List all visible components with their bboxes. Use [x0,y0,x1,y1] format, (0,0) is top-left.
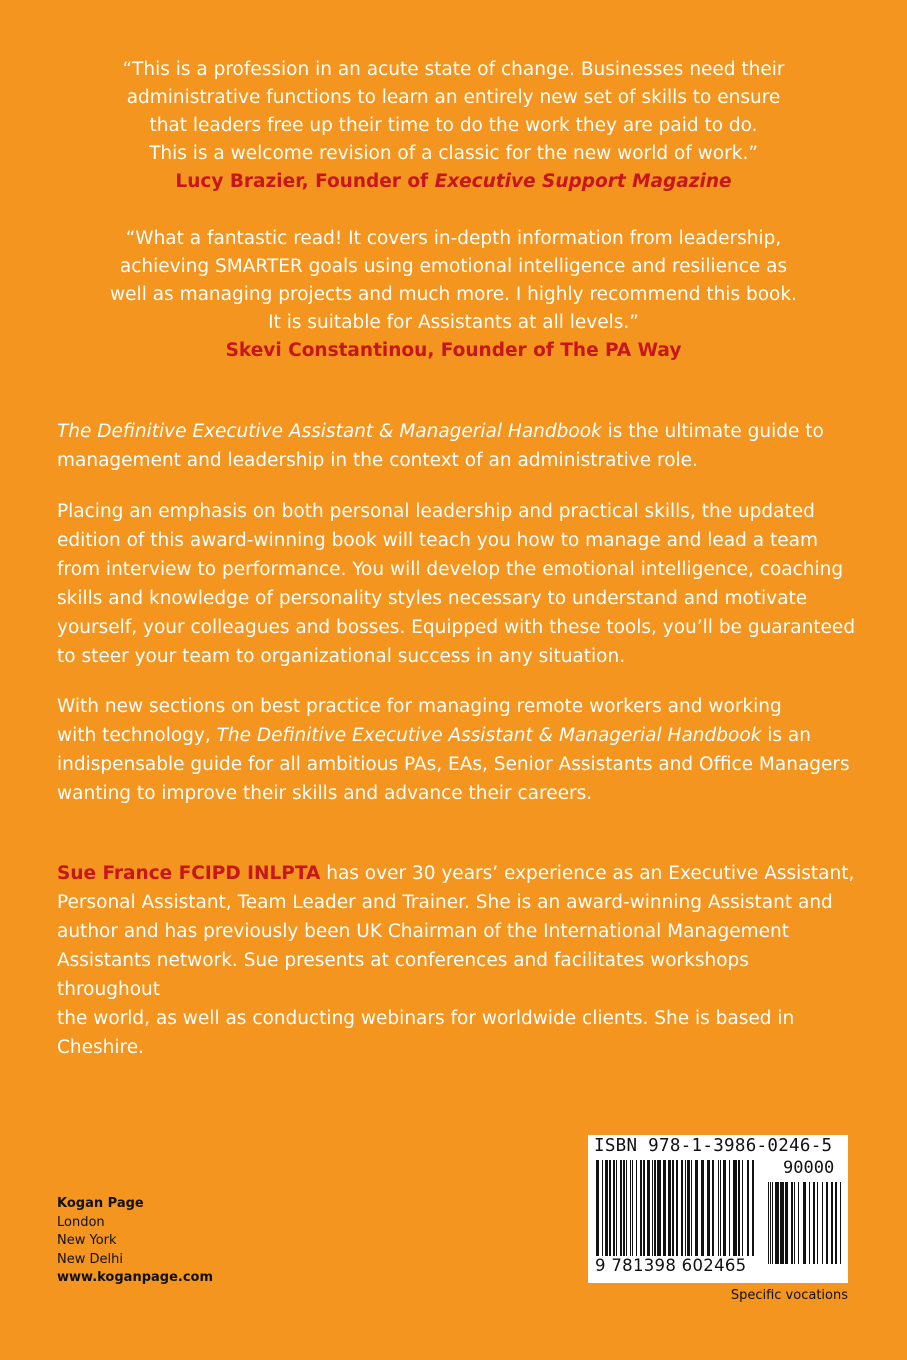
quote-2-line-4: It is suitable for Assistants at all levels.” [268,312,639,333]
bio-line-1 [57,859,857,888]
quote-1-attribution-name: Lucy Brazier, Founder of [175,171,435,192]
para-2-line-2: edition of this award-winning book will teach you how to manage and lead a team [57,530,818,551]
quote-1-line-2: administrative functions to learn an entirely new set of skills to ensure [126,87,781,108]
publisher-city-london: London [57,1214,105,1230]
para-3-line-4: wanting to improve their skills and advance their careers. [57,783,593,804]
barcode-bars [596,1160,844,1264]
para-3-line-2-pre: with technology, [57,725,217,746]
price-addon-label: 90000 [783,1158,835,1178]
quote-1-line-1: “This is a profession in an acute state of change. Businesses need their [122,59,785,80]
ean-number: 9 781398 602465 [595,1256,747,1275]
book-title: The Definitive Executive Assistant & Managerial Handbook [57,421,602,442]
publisher-name: Kogan Page [57,1196,144,1211]
author-name: Sue France FCIPD INLPTA [57,863,321,884]
publisher-info [57,1195,213,1288]
quote-2-line-2: achieving SMARTER goals using emotional intelligence and resilience as [119,256,788,277]
bio-line-5: the world, as well as conducting webinars for worldwide clients. She is based in Cheshire. [57,1008,795,1058]
quote-2-line-3: well as managing projects and much more. I highly recommend this book. [110,284,797,305]
bio-line-4: Assistants network. Sue presents at conferences and facilitates workshops throughout [57,950,749,1000]
book-title-2: The Definitive Executive Assistant & Managerial Handbook [216,725,762,746]
para-2-line-4: skills and knowledge of personality styles necessary to understand and motivate [57,588,808,609]
para-3-line-2 [57,721,857,750]
description-paragraph-2 [57,497,857,671]
para-2-line-5: yourself, your colleagues and bosses. Equipped with these tools, you’ll be guaranteed [57,617,856,638]
para-1-line-2: management and leadership in the context of an administrative role. [57,450,698,471]
description-paragraph-1 [57,417,857,475]
quote-2-line-1: “What a fantastic read! It covers in-depth information from leadership, [125,228,782,249]
para-3-line-3: indispensable guide for all ambitious PAs, EAs, Senior Assistants and Office Managers [57,754,850,775]
description-paragraph-3 [57,692,857,808]
para-2-line-1: Placing an emphasis on both personal leadership and practical skills, the updated [57,501,815,522]
para-1-line-1 [57,417,857,446]
bio-line-1-rest: has over 30 years’ experience as an Executive Assistant, [320,863,855,884]
publisher-city-new-delhi: New Delhi [57,1251,123,1267]
quote-1-attribution-publication: Executive Support Magazine [434,171,732,192]
para-1-line-1-rest: is the ultimate guide to [601,421,824,442]
category-label: Specific vocations [730,1288,848,1303]
testimonial-quote-2 [90,225,817,365]
quote-1-attribution [90,168,817,196]
testimonial-quote-1 [90,56,817,196]
para-2-line-3: from interview to performance. You will develop the emotional intelligence, coaching [57,559,844,580]
bio-line-2: Personal Assistant, Team Leader and Trainer. She is an award-winning Assistant and [57,892,833,913]
quote-1-line-4: This is a welcome revision of a classic for the new world of work.” [149,143,758,164]
isbn-label: ISBN 978-1-3986-0246-5 [594,1136,833,1156]
para-2-line-6: to steer your team to organizational success in any situation. [57,646,626,667]
publisher-city-new-york: New York [57,1233,117,1248]
para-3-line-2-post: is an [761,725,811,746]
para-3-line-1: With new sections on best practice for managing remote workers and working [57,696,782,717]
quote-1-line-3: that leaders free up their time to do the work they are paid to do. [149,115,758,136]
bio-line-3: author and has previously been UK Chairman of the International Management [57,921,789,942]
quote-2-attribution: Skevi Constantinou, Founder of The PA Way [225,340,682,361]
author-bio [57,859,857,1062]
publisher-website: www.koganpage.com [57,1270,214,1285]
